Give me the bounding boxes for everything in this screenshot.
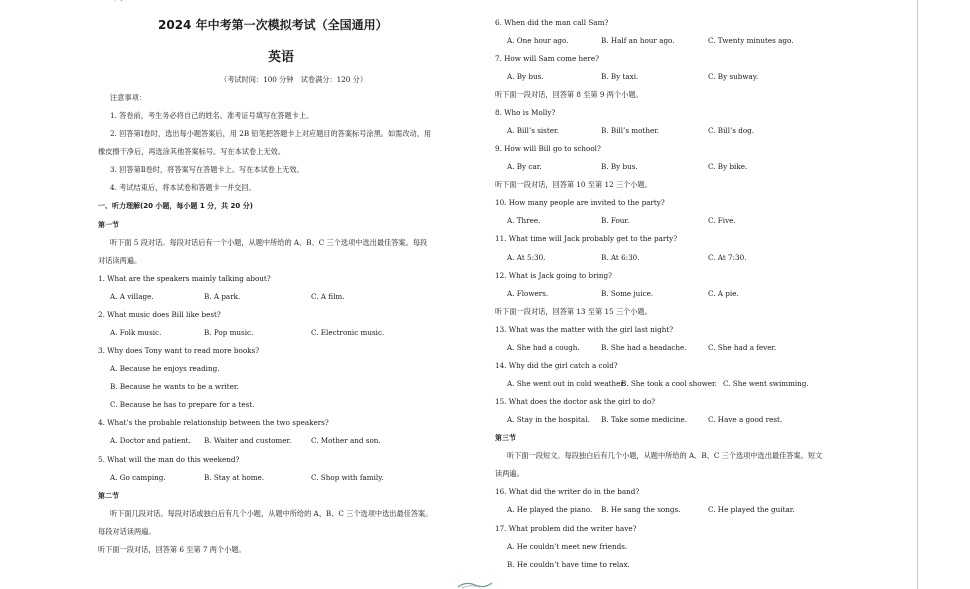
- note-item: 3. 回答第Ⅱ卷时，将答案写在答题卡上。写在本试卷上无效。: [110, 165, 304, 174]
- instruction-text: 每段对话读两遍。: [98, 527, 156, 536]
- option-c: C. Five.: [708, 216, 736, 225]
- question-text: 14. Why did the girl catch a cold?: [495, 361, 618, 370]
- option-b: B. Take some medicine.: [601, 415, 688, 424]
- option-a: A. A village.: [110, 292, 154, 301]
- instruction-text: 听下面一段短文。每段独白后有几个小题，从题中所给的 A、B、C 三个选项中选出最佳答案。短文: [507, 451, 823, 460]
- question-text: 9. How will Bill go to school?: [495, 144, 601, 153]
- option-a: A. By car.: [507, 162, 542, 171]
- option-a: A. Folk music.: [110, 328, 162, 337]
- group-instruction: 听下面一段对话，回答第 10 至第 12 三个小题。: [495, 180, 652, 189]
- question-text: 16. What did the writer do in the band?: [495, 487, 640, 496]
- option-c: C. She went swimming.: [723, 379, 809, 388]
- question-text: 6. When did the man call Sam?: [495, 18, 609, 27]
- option-a: A. Bill’s sister.: [507, 126, 559, 135]
- option-b: B. Stay at home.: [204, 473, 265, 482]
- option-c: C. Twenty minutes ago.: [708, 36, 794, 45]
- question-text: 12. What is Jack going to bring?: [495, 271, 612, 280]
- notes-heading: 注意事项：: [110, 93, 146, 102]
- option-a: A. She went out in cold weather.: [507, 379, 626, 388]
- question-text: 4. What’s the probable relationship between the two speakers?: [98, 418, 329, 427]
- subject-title: 英语: [268, 50, 295, 65]
- option-b: B. Waiter and customer.: [204, 436, 292, 445]
- option-a: A. He couldn’t meet new friends.: [507, 542, 628, 551]
- exam-title: 2024 年中考第一次模拟考试（全国通用）: [158, 18, 388, 32]
- group-instruction: 听下面一段对话，回答第 6 至第 7 两个小题。: [98, 545, 246, 554]
- note-item: 4. 考试结束后，将本试卷和答题卡一并交回。: [110, 183, 256, 192]
- question-text: 1. What are the speakers mainly talking about?: [98, 274, 271, 283]
- note-item: 1. 答卷前，考生务必将自己的姓名、准考证号填写在答题卡上。: [110, 111, 314, 120]
- option-a: A. Go camping.: [110, 473, 166, 482]
- option-b: B. Half an hour ago.: [601, 36, 675, 45]
- instruction-text: 听下面 5 段对话。每段对话后有一个小题，从题中所给的 A、B、C 三个选项中选出最佳答案。每段: [110, 238, 428, 247]
- instruction-text: 听下面几段对话。每段对话或独白后有几个小题，从题中所给的 A、B、C 三个选项中选出最佳答案。: [110, 509, 433, 518]
- option-b: B. Pop music.: [204, 328, 254, 337]
- question-text: 17. What problem did the writer have?: [495, 524, 637, 533]
- instruction-text: 读两遍。: [495, 469, 524, 478]
- option-c: C. Shop with family.: [311, 473, 384, 482]
- corner-mark-icon: [110, 0, 124, 2]
- option-c: C. Have a good rest.: [708, 415, 783, 424]
- option-b: B. Bill’s mother.: [601, 126, 660, 135]
- option-a: A. By bus.: [507, 72, 544, 81]
- option-c: C. A film.: [311, 292, 345, 301]
- option-a: A. Three.: [507, 216, 541, 225]
- option-b: B. He couldn’t have time to relax.: [507, 560, 630, 569]
- option-b: B. By taxi.: [601, 72, 639, 81]
- option-c: C. He played the guitar.: [708, 505, 795, 514]
- section-heading: 一、听力理解(20 小题，每小题 1 分，共 20 分): [98, 202, 253, 210]
- option-c: C. By subway.: [708, 72, 759, 81]
- question-text: 2. What music does Bill like best?: [98, 310, 221, 319]
- option-b: B. He sang the songs.: [601, 505, 681, 514]
- option-b: B. Because he wants to be a writer.: [110, 382, 239, 391]
- option-b: B. At 6:30.: [601, 253, 640, 262]
- option-b: B. By bus.: [601, 162, 638, 171]
- question-text: 15. What does the doctor ask the girl to do?: [495, 397, 656, 406]
- footer-logo-icon: [456, 580, 494, 589]
- question-text: 10. How many people are invited to the party?: [495, 198, 665, 207]
- option-c: C. Mother and son.: [311, 436, 381, 445]
- question-text: 13. What was the matter with the girl last night?: [495, 325, 674, 334]
- option-a: A. He played the piano.: [507, 505, 593, 514]
- part-label: 第二节: [98, 492, 119, 500]
- part-label: 第一节: [98, 221, 119, 229]
- exam-info: （考试时间：100 分钟 试卷满分：120 分）: [220, 75, 368, 84]
- question-text: 5. What will the man do this weekend?: [98, 455, 240, 464]
- question-text: 7. How will Sam come here?: [495, 54, 599, 63]
- option-b: B. Four.: [601, 216, 630, 225]
- option-a: A. Doctor and patient.: [110, 436, 191, 445]
- option-c: C. At 7:30.: [708, 253, 747, 262]
- option-c: C. Electronic music.: [311, 328, 385, 337]
- option-c: C. Bill’s dog.: [708, 126, 755, 135]
- question-text: 3. Why does Tony want to read more books?: [98, 346, 260, 355]
- option-a: A. One hour ago.: [507, 36, 569, 45]
- question-text: 11. What time will Jack probably get to the party?: [495, 234, 678, 243]
- group-instruction: 听下面一段对话，回答第 8 至第 9 两个小题。: [495, 90, 643, 99]
- option-b: B. She took a cool shower.: [621, 379, 717, 388]
- note-item: 2. 回答第Ⅰ卷时，选出每小题答案后，用 2B 铅笔把答题卡上对应题目的答案标号涂黑。如需改动，用: [110, 129, 432, 138]
- option-b: B. She had a headache.: [601, 343, 687, 352]
- option-c: C. Because he has to prepare for a test.: [110, 400, 255, 409]
- option-b: B. A park.: [204, 292, 241, 301]
- option-c: C. By bike.: [708, 162, 748, 171]
- option-a: A. Because he enjoys reading.: [110, 364, 220, 373]
- question-text: 8. Who is Molly?: [495, 108, 556, 117]
- note-item: 橡皮擦干净后，再选涂其他答案标号。写在本试卷上无效。: [98, 147, 285, 156]
- option-a: A. Flowers.: [507, 289, 549, 298]
- part-label: 第三节: [495, 434, 516, 442]
- option-a: A. At 5:30.: [507, 253, 546, 262]
- option-a: A. Stay in the hospital.: [507, 415, 590, 424]
- option-a: A. She had a cough.: [507, 343, 580, 352]
- option-b: B. Some juice.: [601, 289, 654, 298]
- group-instruction: 听下面一段对话，回答第 13 至第 15 三个小题。: [495, 307, 652, 316]
- option-c: C. She had a fever.: [708, 343, 777, 352]
- option-c: C. A pie.: [708, 289, 739, 298]
- instruction-text: 对话读两遍。: [98, 256, 142, 265]
